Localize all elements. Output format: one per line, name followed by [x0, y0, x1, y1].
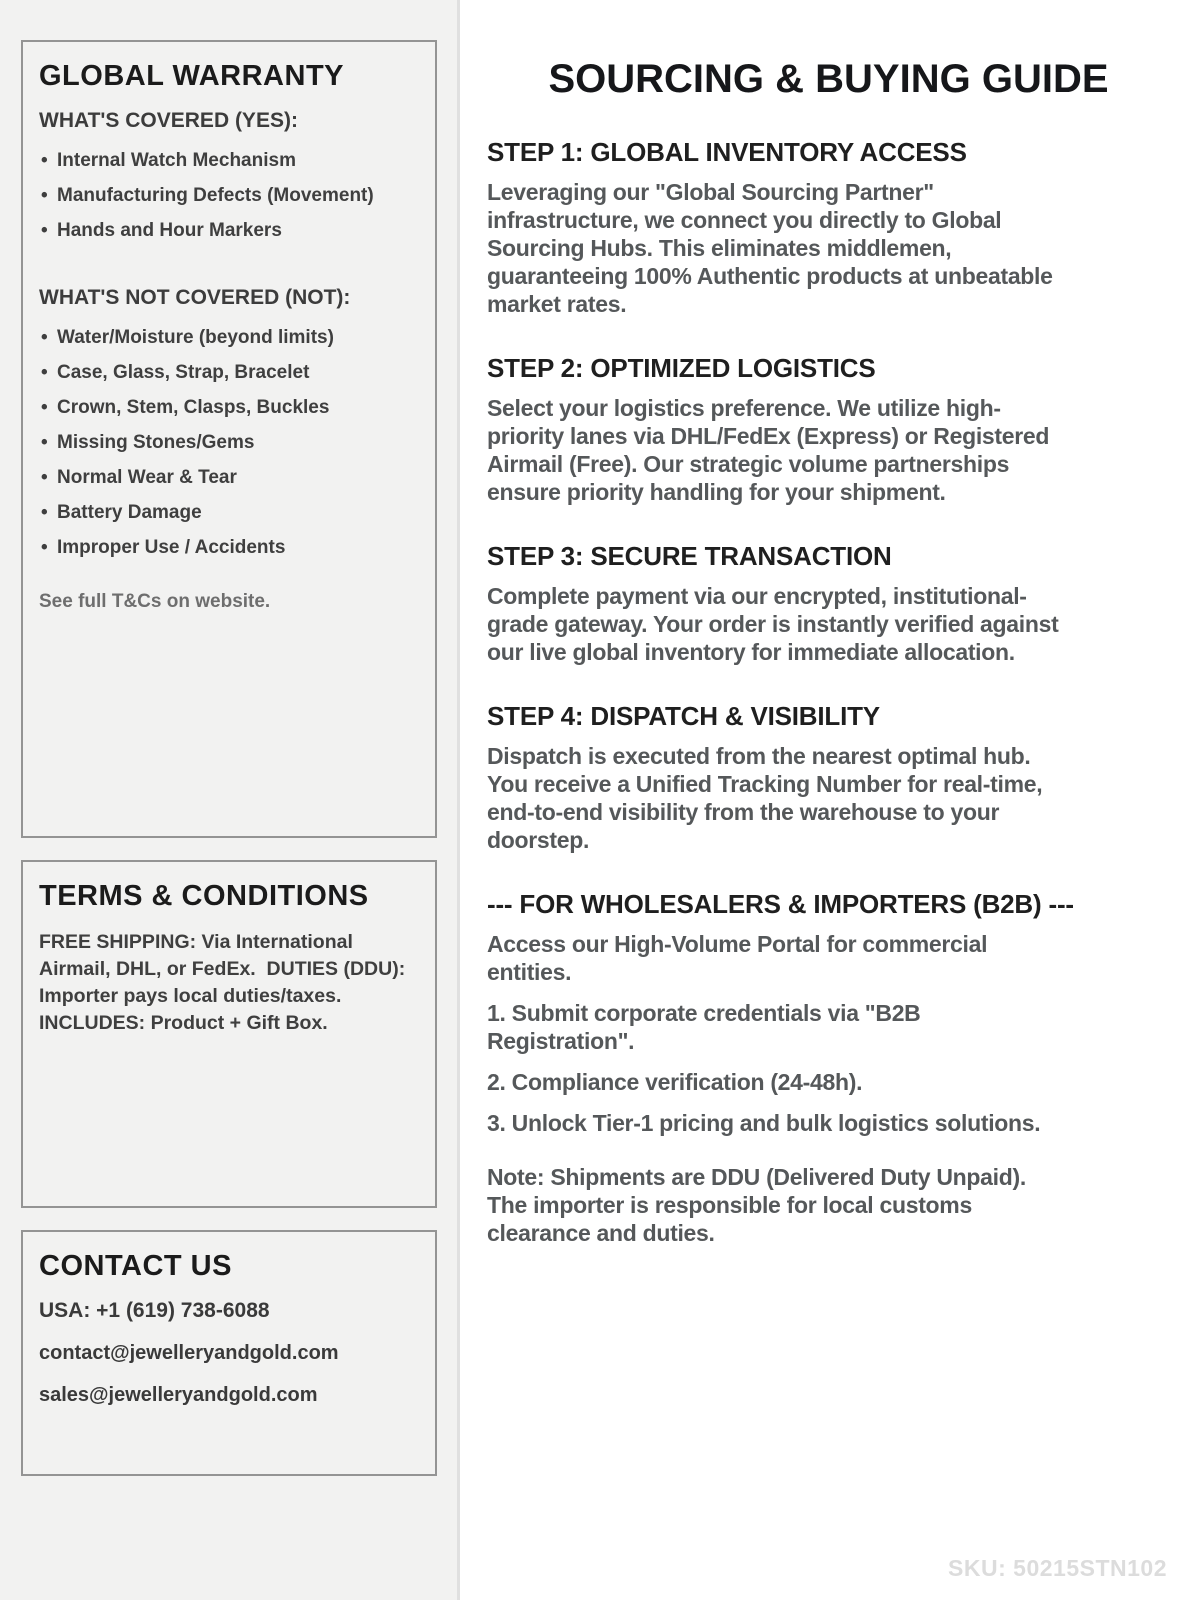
step-1-heading: STEP 1: GLOBAL INVENTORY ACCESS: [487, 137, 967, 167]
list-item: • Normal Wear & Tear: [39, 460, 419, 495]
sidebar: [0, 0, 460, 1600]
step-3-heading: STEP 3: SECURE TRANSACTION: [487, 541, 892, 571]
warranty-card: [21, 40, 437, 838]
step-3-section: [487, 541, 1170, 666]
covered-list: [39, 143, 419, 248]
list-item: • Crown, Stem, Clasps, Buckles: [39, 390, 419, 425]
terms-title: TERMS & CONDITIONS: [39, 880, 369, 912]
step-4-heading: STEP 4: DISPATCH & VISIBILITY: [487, 701, 880, 731]
step-3-body: Complete payment via our encrypted, institutional-grade gateway. Your order is instantly verified against our live global inventory for immediate allocation.: [487, 583, 1059, 665]
step-2-section: [487, 353, 1170, 506]
list-item: • Improper Use / Accidents: [39, 530, 419, 565]
contact-email-sales: sales@jewelleryandgold.com: [39, 1384, 318, 1406]
step-1-body: Leveraging our "Global Sourcing Partner" infrastructure, we connect you directly to Global Sourcing Hubs. This eliminates middlemen, guaranteeing 100% Authentic products at unbeatable market rates.: [487, 179, 1053, 317]
list-item: • Internal Watch Mechanism: [39, 143, 419, 178]
contact-phone: USA: +1 (619) 738-6088: [39, 1299, 270, 1322]
b2b-item: 3. Unlock Tier-1 pricing and bulk logistics solutions.: [487, 1110, 1041, 1136]
step-2-heading: STEP 2: OPTIMIZED LOGISTICS: [487, 353, 876, 383]
list-item: • Manufacturing Defects (Movement): [39, 178, 419, 213]
not-covered-heading: WHAT'S NOT COVERED (NOT):: [39, 286, 351, 309]
list-item: • Missing Stones/Gems: [39, 425, 419, 460]
list-item: • Hands and Hour Markers: [39, 213, 419, 248]
sku-label: SKU: 50215STN102: [948, 1555, 1167, 1581]
main-panel: [460, 0, 1200, 1600]
b2b-heading: --- FOR WHOLESALERS & IMPORTERS (B2B) ---: [487, 889, 1074, 919]
terms-card: [21, 860, 437, 1208]
contact-card: [21, 1230, 437, 1476]
b2b-section: [487, 889, 1170, 1247]
b2b-note: Note: Shipments are DDU (Delivered Duty Unpaid). The importer is responsible for local customs clearance and duties.: [487, 1164, 1026, 1246]
step-4-body: Dispatch is executed from the nearest optimal hub. You receive a Unified Tracking Number for real-time, end-to-end visibility from the warehouse to your doorstep.: [487, 743, 1043, 853]
contact-title: CONTACT US: [39, 1250, 232, 1282]
list-item: • Case, Glass, Strap, Bracelet: [39, 355, 419, 390]
terms-body: FREE SHIPPING: Via International Airmail, DHL, or FedEx. DUTIES (DDU): Importer pays local duties/taxes. INCLUDES: Product + Gift Box.: [39, 931, 411, 1034]
guide-title: SOURCING & BUYING GUIDE: [548, 57, 1109, 101]
not-covered-list: [39, 320, 419, 565]
step-4-section: [487, 701, 1170, 854]
b2b-intro: Access our High-Volume Portal for commercial entities.: [487, 931, 988, 985]
warranty-footnote: See full T&Cs on website.: [39, 591, 271, 612]
list-item: • Battery Damage: [39, 495, 419, 530]
b2b-item: 1. Submit corporate credentials via "B2B Registration".: [487, 1000, 921, 1054]
contact-email-primary: contact@jewelleryandgold.com: [39, 1342, 339, 1364]
warranty-title: GLOBAL WARRANTY: [39, 60, 345, 92]
step-1-section: [487, 137, 1170, 318]
covered-heading: WHAT'S COVERED (YES):: [39, 109, 298, 132]
b2b-item: 2. Compliance verification (24-48h).: [487, 1069, 863, 1095]
list-item: • Water/Moisture (beyond limits): [39, 320, 419, 355]
step-2-body: Select your logistics preference. We utilize high-priority lanes via DHL/FedEx (Express) or Registered Airmail (Free). Our strategic volume partnerships ensure priority handling for your shipment.: [487, 395, 1050, 505]
